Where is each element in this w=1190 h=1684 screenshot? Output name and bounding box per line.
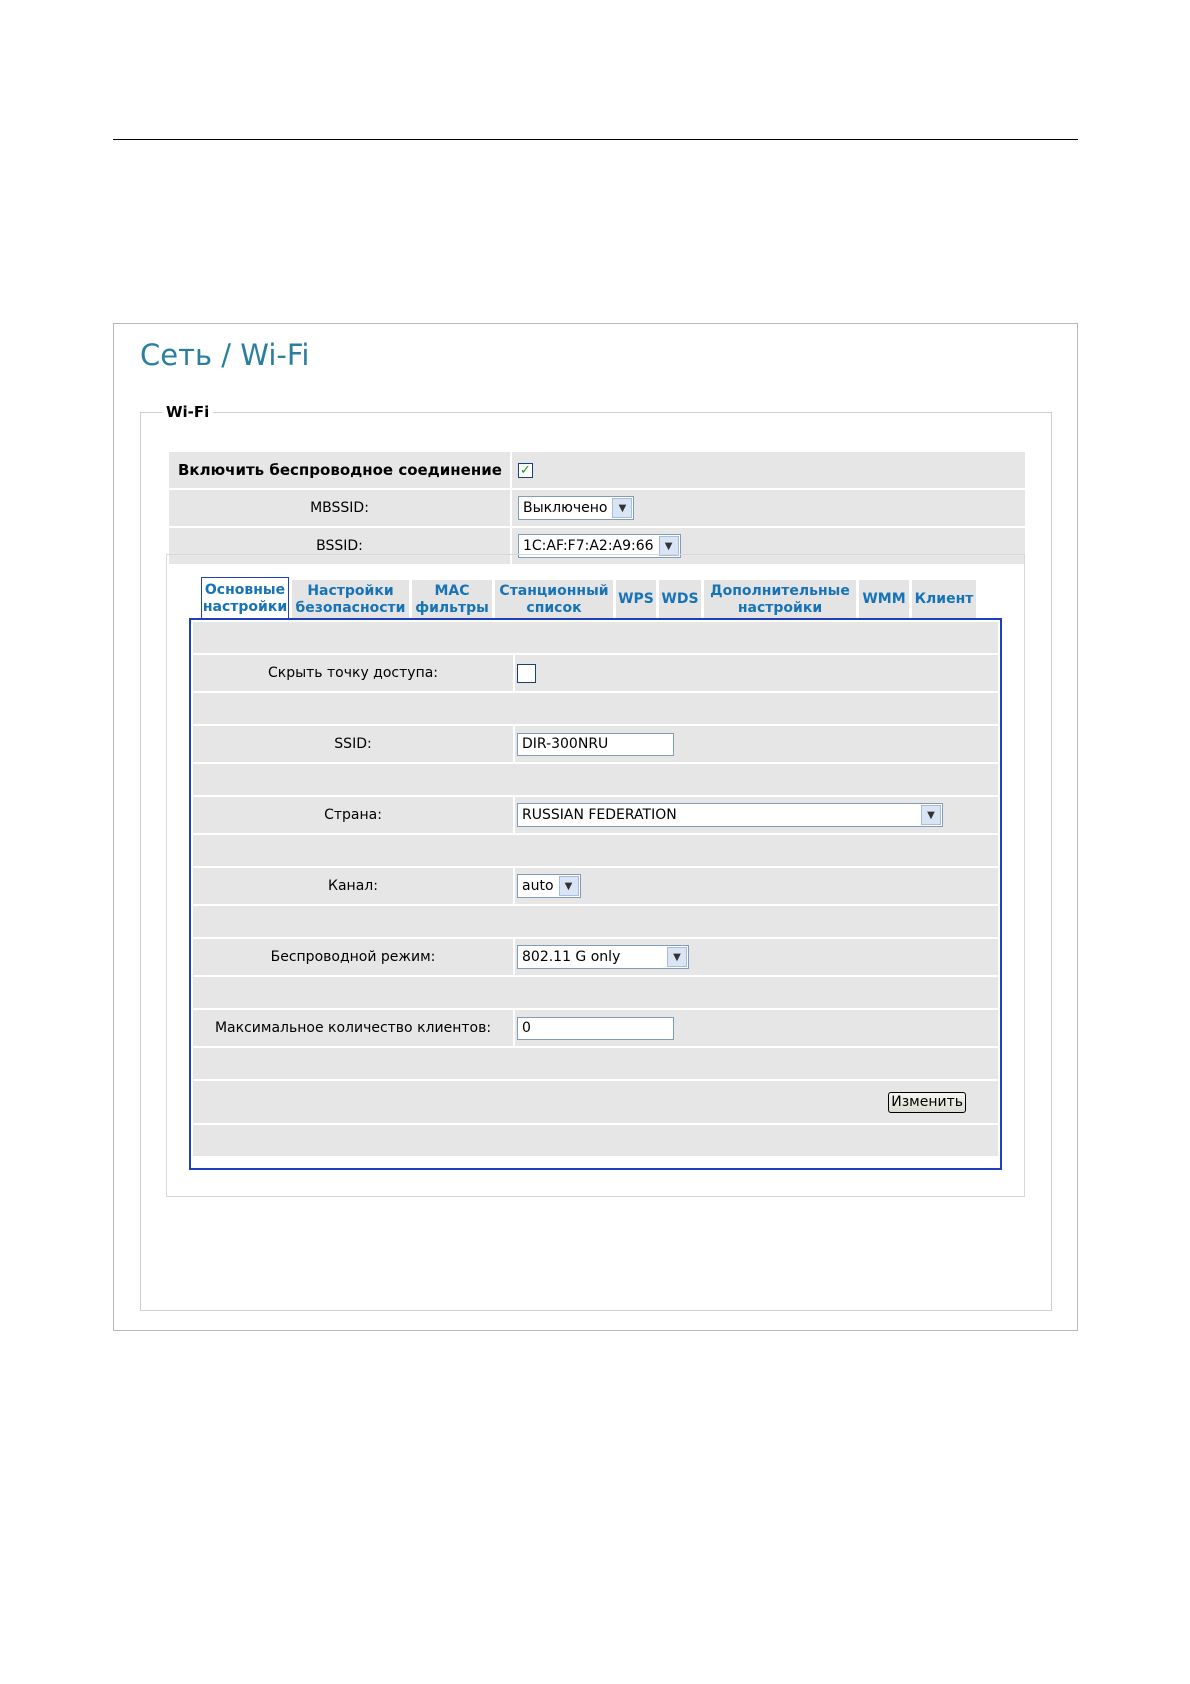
country-value: RUSSIAN FEDERATION xyxy=(522,807,677,823)
header-rule xyxy=(113,139,1078,140)
ssid-input[interactable]: DIR-300NRU xyxy=(517,733,674,756)
wifi-panel xyxy=(113,323,1078,1331)
mbssid-row xyxy=(169,490,1025,526)
ssid-cell xyxy=(513,726,998,762)
enable-wireless-label: Включить беспроводное соединение xyxy=(169,452,510,488)
tab-wds[interactable]: WDS xyxy=(659,580,701,619)
chevron-down-icon[interactable]: ▼ xyxy=(659,536,679,556)
ssid-label: SSID: xyxy=(334,736,372,752)
tab-security-settings[interactable]: Настройки безопасности xyxy=(292,580,409,619)
spacer-row xyxy=(193,693,998,724)
spacer-row xyxy=(193,1125,998,1156)
change-button[interactable]: Изменить xyxy=(888,1092,966,1113)
chevron-down-icon[interactable]: ▼ xyxy=(612,498,632,518)
spacer-row xyxy=(193,622,998,653)
enable-wireless-checkbox[interactable] xyxy=(518,463,533,478)
group-legend: Wi-Fi xyxy=(162,403,213,421)
wireless-mode-select[interactable] xyxy=(517,945,689,969)
max-clients-cell xyxy=(513,1010,998,1046)
wireless-mode-label: Беспроводной режим: xyxy=(270,949,436,965)
max-clients-input[interactable]: 0 xyxy=(517,1017,674,1040)
hide-ap-checkbox[interactable] xyxy=(517,664,536,683)
tab-client[interactable]: Клиент xyxy=(912,580,976,619)
spacer-row xyxy=(193,977,998,1008)
ssid-row xyxy=(193,726,998,762)
channel-select[interactable] xyxy=(517,874,581,898)
tab-mac-filters[interactable]: MAC фильтры xyxy=(412,580,492,619)
chevron-down-icon[interactable]: ▼ xyxy=(559,876,579,896)
country-select[interactable] xyxy=(517,803,943,827)
hide-ap-label: Скрыть точку доступа: xyxy=(267,665,439,681)
bssid-label: BSSID: xyxy=(169,528,510,564)
max-clients-row xyxy=(193,1010,998,1046)
spacer-row xyxy=(193,906,998,937)
enable-wireless-row xyxy=(169,452,1025,488)
mbssid-label: MBSSID: xyxy=(169,490,510,526)
main-settings-table xyxy=(169,452,1025,566)
spacer-row xyxy=(193,764,998,795)
hide-ap-row xyxy=(193,655,998,691)
channel-cell xyxy=(513,868,998,904)
chevron-down-icon[interactable]: ▼ xyxy=(667,947,687,967)
spacer-row xyxy=(193,1048,998,1079)
wireless-mode-cell xyxy=(513,939,998,975)
chevron-down-icon[interactable]: ▼ xyxy=(921,805,941,825)
channel-value: auto xyxy=(522,878,554,894)
spacer-row xyxy=(193,835,998,866)
hide-ap-cell xyxy=(513,655,998,691)
tab-bar xyxy=(201,580,979,619)
tab-area xyxy=(166,554,1025,1197)
wireless-mode-row xyxy=(193,939,998,975)
max-clients-label: Максимальное количество клиентов: xyxy=(214,1020,492,1036)
channel-label: Канал: xyxy=(328,878,378,894)
tab-basic-settings[interactable]: Основные настройки xyxy=(201,577,289,619)
tab-wmm[interactable]: WMM xyxy=(859,580,909,619)
country-label: Страна: xyxy=(324,807,382,823)
country-row xyxy=(193,797,998,833)
basic-settings-panel xyxy=(189,618,1002,1170)
country-cell xyxy=(513,797,998,833)
page-title: Сеть / Wi-Fi xyxy=(140,338,310,372)
wireless-mode-value: 802.11 G only xyxy=(522,949,621,965)
wifi-group xyxy=(140,403,1052,1311)
channel-row xyxy=(193,868,998,904)
tab-advanced-settings[interactable]: Дополнительные настройки xyxy=(704,580,856,619)
mbssid-value: Выключено xyxy=(523,500,608,516)
tab-wps[interactable]: WPS xyxy=(616,580,656,619)
bssid-value: 1C:AF:F7:A2:A9:66 xyxy=(523,538,654,554)
actions-row xyxy=(193,1081,998,1123)
mbssid-select[interactable] xyxy=(518,496,634,520)
tab-station-list[interactable]: Станционный список xyxy=(495,580,613,619)
checkmark-icon: ✓ xyxy=(520,462,531,478)
